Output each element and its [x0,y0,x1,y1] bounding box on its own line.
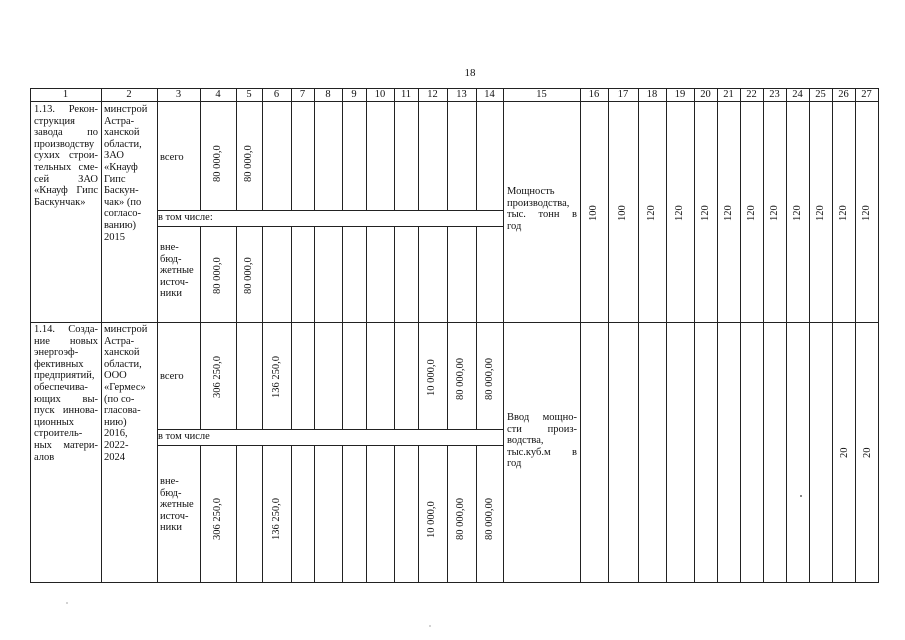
column-number: 1 [62,89,69,100]
column-number: 27 [861,89,872,100]
source-line: жетные [160,499,194,511]
executor-line: «Гермес» [104,381,146,393]
executor-line: 2015 [104,231,125,243]
column-number: 22 [746,89,757,100]
name-line: производству [34,138,95,150]
row-1-13-total-col4: 80 000,0 [212,145,223,182]
name-line: ционных [34,416,75,428]
executor-line: 2022- [104,439,129,451]
row-1-14-total-col6: 136 250,0 [271,356,282,398]
indicator-line: производства, [507,197,570,209]
name-line: фективных [34,358,84,370]
name-line: завода по [34,127,98,139]
row-1-13-total-col5: 80 000,0 [243,145,254,182]
row-1-14-source-col6: 136 250,0 [271,498,282,540]
executor-line: 2024 [104,451,125,463]
column-number: 17 [617,89,629,100]
name-line: пуск иннова- [34,405,98,417]
executor-line: Астра- [104,335,135,347]
row-1-14-target-col27: 20 [862,447,873,458]
source-line: бюд- [160,487,182,499]
row-1-13-total-label: всего [160,152,184,163]
column-number: 18 [646,89,658,100]
row-1-14-total-label: всего [160,371,184,382]
row-1-14-name [34,324,98,463]
indicator-line: тыс. тонн в [507,209,577,221]
column-number: 24 [792,89,803,100]
name-line: ние новых [34,335,98,347]
source-line: ники [160,522,182,534]
target-value: 120 [791,205,803,221]
target-value: 120 [745,205,757,221]
row-1-14-source-col13: 80 000,00 [455,498,466,540]
source-line: ники [160,288,182,300]
name-line: тельных сме- [34,161,98,173]
target-value: 120 [646,205,657,221]
row-1-13-source-col5: 80 000,0 [243,257,254,294]
row-1-13-including-label: в том числе: [158,212,213,223]
row-1-14-indicator [507,412,577,470]
column-number: 16 [588,89,600,100]
indicator-line: год [507,458,522,470]
row-1-14-source-col12: 10 000,0 [426,501,437,538]
source-line: вне- [160,476,179,487]
executor-line: ООО [104,370,127,382]
target-value: 120 [814,205,826,221]
executor-line: области, [104,138,142,150]
target-value: 100 [588,205,599,221]
executor-line: Гипс [104,173,126,185]
executor-line: ханской [104,347,140,359]
column-number: 19 [674,89,686,100]
executor-line: чак» (по [104,196,142,208]
row-1-13-source-label [160,242,200,300]
indicator-line: водства, [507,435,544,447]
executor-line: ханской [104,127,140,139]
row-1-14-source-col14: 80 000,00 [484,498,495,540]
indicator-line: тыс.куб.м в [507,446,577,458]
indicator-line: год [507,220,522,232]
source-line: вне- [160,242,179,253]
column-number: 3 [175,89,182,100]
target-value: 120 [837,205,849,221]
row-1-13-indicator [507,186,577,232]
indicator-line: Ввод мощно- [507,412,577,423]
column-number: 15 [536,89,547,100]
row-1-13-source-col4: 80 000,0 [212,257,223,294]
column-number: 21 [723,89,734,100]
executor-line: гласова- [104,405,141,417]
page-number: 18 [464,67,476,79]
executor-line: ЗАО [104,150,124,162]
row-1-13-name [34,104,98,208]
column-number: 14 [484,89,495,100]
row-1-14-source-label [160,476,200,534]
name-line: строитель- [34,428,83,440]
name-line: энергоэф- [34,347,79,359]
row-1-14-total-col14: 80 000,00 [484,358,495,400]
target-value: 120 [699,205,711,221]
column-number: 13 [456,89,467,100]
column-number: 25 [815,89,826,100]
column-number: 12 [427,89,438,100]
column-number: 6 [273,89,280,100]
indicator-line: Мощность [507,186,555,197]
column-number: 10 [374,89,386,100]
executor-line: (по со- [104,393,135,405]
row-1-14-source-col4: 306 250,0 [212,498,223,540]
name-line: алов [34,451,55,463]
executor-line: «Кнауф [104,161,138,173]
target-value: 120 [860,205,872,221]
executor-line: минстрой [104,104,148,115]
column-number: 2 [126,89,132,100]
name-line: сей ЗАО [34,173,98,185]
name-line: «Кнауф Гипс [34,185,98,197]
executor-line: ванию) [104,219,137,231]
executor-line: Астра- [104,115,135,127]
name-line: 1.13. Рекон- [34,104,98,115]
name-line: ных матери- [34,439,98,451]
column-number: 7 [299,89,306,100]
source-line: источ- [160,510,189,522]
executor-line: Баскун- [104,185,139,197]
row-1-14-total-col12: 10 000,0 [426,359,437,396]
executor-line: согласо- [104,208,141,220]
name-line: струкция [34,115,75,127]
column-number: 20 [700,89,711,100]
column-number: 11 [400,89,412,100]
target-value: 100 [617,205,628,221]
indicator-line: сти произ- [507,423,577,435]
column-number: 9 [351,89,357,100]
row-1-14-executor [104,324,157,463]
column-number: 5 [246,89,252,100]
column-number: 8 [325,89,331,100]
row-1-14-total-col4: 306 250,0 [212,356,223,398]
executor-line: 2016, [104,428,128,440]
row-1-14-total-col13: 80 000,00 [455,358,466,400]
row-1-13-executor [104,104,157,243]
executor-line: нию) [104,416,127,428]
name-line: 1.14. Созда- [34,324,98,335]
source-line: источ- [160,276,189,288]
source-line: жетные [160,265,194,277]
executor-line: минстрой [104,324,148,335]
executor-line: области, [104,358,142,370]
column-number: 4 [215,89,221,100]
target-value: 120 [768,205,780,221]
column-number: 26 [838,89,849,100]
source-line: бюд- [160,253,182,265]
name-line: Баскунчак» [34,196,86,208]
target-value: 120 [722,205,734,221]
name-line: предприятий, [34,370,95,382]
row-1-14-target-col26: 20 [839,447,850,458]
row-1-14-including-label: в том числе [158,431,210,442]
name-line: сухих строи- [34,150,98,162]
name-line: ющих вы- [34,393,98,405]
target-value: 120 [674,205,685,221]
column-number: 23 [769,89,780,100]
name-line: обеспечива- [34,381,88,393]
